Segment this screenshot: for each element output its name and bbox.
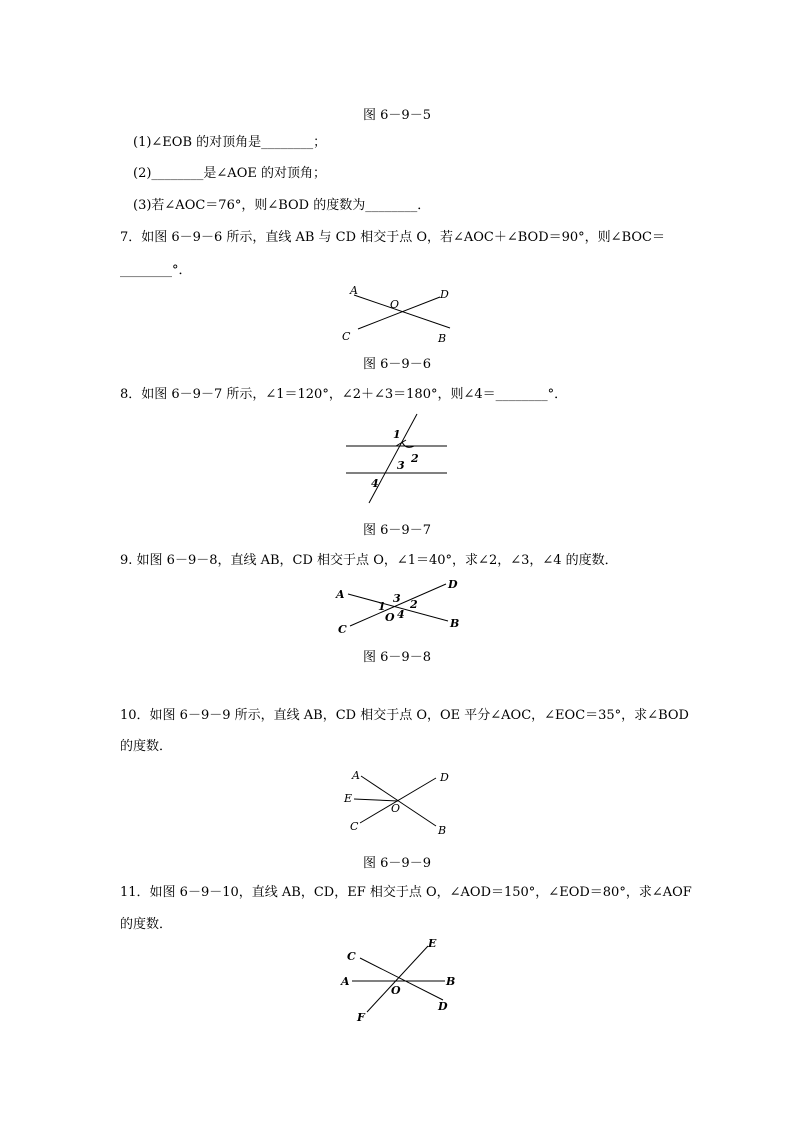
- label-b: B: [438, 332, 447, 345]
- label-f: F: [357, 1011, 365, 1024]
- angle-label-3: 3: [393, 592, 401, 605]
- line-ab: [361, 776, 436, 826]
- label-b: B: [438, 824, 447, 837]
- angle-label-4: 4: [397, 608, 405, 621]
- label-o: O: [391, 802, 401, 815]
- q11-text-line2: 的度数．: [120, 917, 173, 932]
- label-a: A: [336, 588, 345, 601]
- label-d: D: [440, 771, 449, 784]
- label-e: E: [428, 937, 437, 950]
- angle-label-2: 2: [410, 598, 418, 611]
- figure-caption-6-9-8: 图 6－9－8: [363, 650, 431, 665]
- q10-text-line2: 的度数．: [120, 739, 173, 754]
- label-o: O: [391, 984, 401, 997]
- q7-text-line2: ________°．: [120, 263, 192, 278]
- angle-label-2: 2: [411, 452, 419, 465]
- q8-text: 8．如图 6－9－7 所示，∠1＝120°，∠2＋∠3＝180°，则∠4＝________°．: [120, 387, 568, 402]
- label-d: D: [440, 288, 449, 301]
- label-b: B: [446, 975, 456, 988]
- angle-label-1: 1: [378, 600, 386, 613]
- label-c: C: [347, 950, 356, 963]
- label-d: D: [438, 1000, 448, 1013]
- q6-part2: (2)________是∠AOE 的对顶角；: [133, 166, 326, 181]
- angle-label-4: 4: [371, 477, 379, 490]
- label-a: A: [352, 769, 360, 782]
- figure-6-9-6: [330, 280, 470, 350]
- label-c: C: [338, 623, 347, 636]
- q9-text: 9. 如图 6－9－8，直线 AB，CD 相交于点 O，∠1＝40°，求∠2，∠3，∠4 的度数．: [120, 553, 618, 568]
- q6-part3: (3)若∠AOC＝76°，则∠BOD 的度数为________．: [133, 198, 431, 213]
- label-a: A: [350, 284, 358, 297]
- label-c: C: [350, 820, 359, 833]
- line-cd: [360, 958, 443, 1000]
- label-e: E: [344, 792, 353, 805]
- angle-arc-1: [402, 442, 414, 447]
- q11-text-line1: 11．如图 6－9－10，直线 AB，CD，EF 相交于点 O，∠AOD＝150°，∠EOD＝80°，求∠AOF: [120, 885, 692, 900]
- q10-text-line1: 10．如图 6－9－9 所示，直线 AB，CD 相交于点 O，OE 平分∠AOC，∠EOC＝35°，求∠BOD: [120, 708, 689, 723]
- line-ef: [367, 946, 428, 1012]
- figure-6-9-7: [340, 414, 455, 506]
- label-d: D: [448, 578, 458, 591]
- label-o: O: [385, 611, 395, 624]
- angle-label-1: 1: [393, 428, 401, 441]
- label-c: C: [342, 330, 351, 343]
- q6-part1: (1)∠EOB 的对顶角是________；: [133, 135, 327, 150]
- ray-oe: [354, 799, 398, 801]
- figure-caption-6-9-9: 图 6－9－9: [363, 856, 431, 871]
- label-a: A: [341, 975, 350, 988]
- label-o: O: [390, 298, 400, 311]
- label-b: B: [450, 617, 460, 630]
- figure-6-9-9: [340, 768, 460, 840]
- angle-label-3: 3: [397, 459, 405, 472]
- figure-caption-6-9-6: 图 6－9－6: [363, 357, 431, 372]
- q7-text-line1: 7．如图 6－9－6 所示，直线 AB 与 CD 相交于点 O，若∠AOC＋∠BOD＝90°，则∠BOC＝: [120, 230, 665, 245]
- figure-6-9-10: [335, 936, 465, 1024]
- figure-caption-6-9-7: 图 6－9－7: [363, 523, 431, 538]
- figure-6-9-8: [330, 576, 470, 638]
- figure-caption-6-9-5: 图 6－9－5: [363, 108, 431, 123]
